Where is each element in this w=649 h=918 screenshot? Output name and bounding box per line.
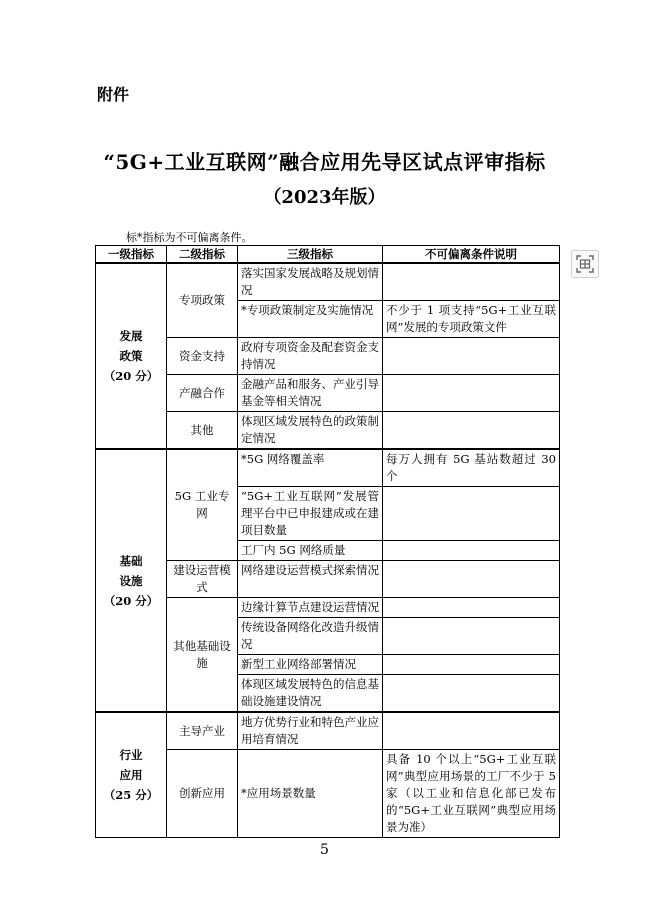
level2-cell: 建设运营模式 bbox=[167, 561, 238, 598]
level3-cell: 传统设备网络化改造升级情况 bbox=[238, 618, 383, 655]
table-row bbox=[96, 712, 560, 750]
level3-cell: 边缘计算节点建设运营情况 bbox=[238, 598, 383, 618]
condition-cell bbox=[383, 263, 560, 301]
condition-cell bbox=[383, 541, 560, 561]
level3-cell: *5G 网络覆盖率 bbox=[238, 449, 383, 487]
document-subtitle: （2023年版） bbox=[263, 187, 386, 208]
level2-cell: 资金支持 bbox=[167, 338, 238, 375]
condition-cell bbox=[383, 618, 560, 655]
level2-cell: 其他 bbox=[167, 412, 238, 450]
level1-cell-policy: 发展 政策 （20 分） bbox=[96, 263, 167, 449]
table-row bbox=[96, 449, 560, 487]
condition-cell: 具备 10 个以上“5G+工业互联网”典型应用场景的工厂不少于 5 家（以工业和信息化部已发布的“5G+工业互联网”典型应用场景为准） bbox=[383, 750, 560, 838]
condition-cell bbox=[383, 375, 560, 412]
header-level3: 三级指标 bbox=[238, 246, 383, 264]
level3-cell: 政府专项资金及配套资金支持情况 bbox=[238, 338, 383, 375]
level3-cell: 落实国家发展战略及规划情况 bbox=[238, 263, 383, 301]
level3-cell: *专项政策制定及实施情况 bbox=[238, 301, 383, 338]
condition-cell bbox=[383, 675, 560, 713]
condition-cell: 每万人拥有 5G 基站数超过 30 个 bbox=[383, 449, 560, 487]
condition-cell bbox=[383, 561, 560, 598]
attachment-label: 附件 bbox=[97, 85, 130, 104]
condition-cell bbox=[383, 598, 560, 618]
level3-cell: 体现区域发展特色的政策制定情况 bbox=[238, 412, 383, 450]
condition-cell bbox=[383, 412, 560, 450]
level3-cell: 工厂内 5G 网络质量 bbox=[238, 541, 383, 561]
level2-cell: 创新应用 bbox=[167, 750, 238, 838]
page-number: 5 bbox=[320, 842, 329, 858]
scan-icon-glyph bbox=[576, 255, 594, 273]
condition-cell bbox=[383, 655, 560, 675]
level2-cell: 5G 工业专网 bbox=[167, 449, 238, 561]
header-level2: 二级指标 bbox=[167, 246, 238, 264]
level2-cell: 产融合作 bbox=[167, 375, 238, 412]
table-header-row bbox=[96, 246, 560, 264]
header-condition-note: 不可偏离条件说明 bbox=[383, 246, 560, 264]
level3-cell: 地方优势行业和特色产业应用培育情况 bbox=[238, 712, 383, 750]
condition-cell: 不少于 1 项支持“5G+工业互联网”发展的专项政策文件 bbox=[383, 301, 560, 338]
table-note: 标*指标为不可偏离条件。 bbox=[126, 231, 253, 244]
level3-cell: 体现区域发展特色的信息基础设施建设情况 bbox=[238, 675, 383, 713]
header-level1: 一级指标 bbox=[96, 246, 167, 264]
condition-cell bbox=[383, 487, 560, 541]
scan-icon[interactable] bbox=[571, 250, 599, 278]
condition-cell bbox=[383, 712, 560, 750]
level3-cell: 金融产品和服务、产业引导基金等相关情况 bbox=[238, 375, 383, 412]
level3-cell: *应用场景数量 bbox=[238, 750, 383, 838]
level3-cell: 网络建设运营模式探索情况 bbox=[238, 561, 383, 598]
level1-cell-infrastructure: 基础 设施 （20 分） bbox=[96, 449, 167, 712]
level3-cell: 新型工业网络部署情况 bbox=[238, 655, 383, 675]
level2-cell: 其他基础设施 bbox=[167, 598, 238, 713]
level1-cell-application: 行业 应用 （25 分） bbox=[96, 712, 167, 838]
level3-cell: “5G+工业互联网”发展管理平台中已申报建成或在建项目数量 bbox=[238, 487, 383, 541]
level2-cell: 主导产业 bbox=[167, 712, 238, 750]
document-title: “5G+工业互联网”融合应用先导区试点评审指标 bbox=[103, 150, 546, 174]
level2-cell: 专项政策 bbox=[167, 263, 238, 338]
condition-cell bbox=[383, 338, 560, 375]
criteria-table bbox=[95, 245, 560, 838]
table-row bbox=[96, 263, 560, 301]
